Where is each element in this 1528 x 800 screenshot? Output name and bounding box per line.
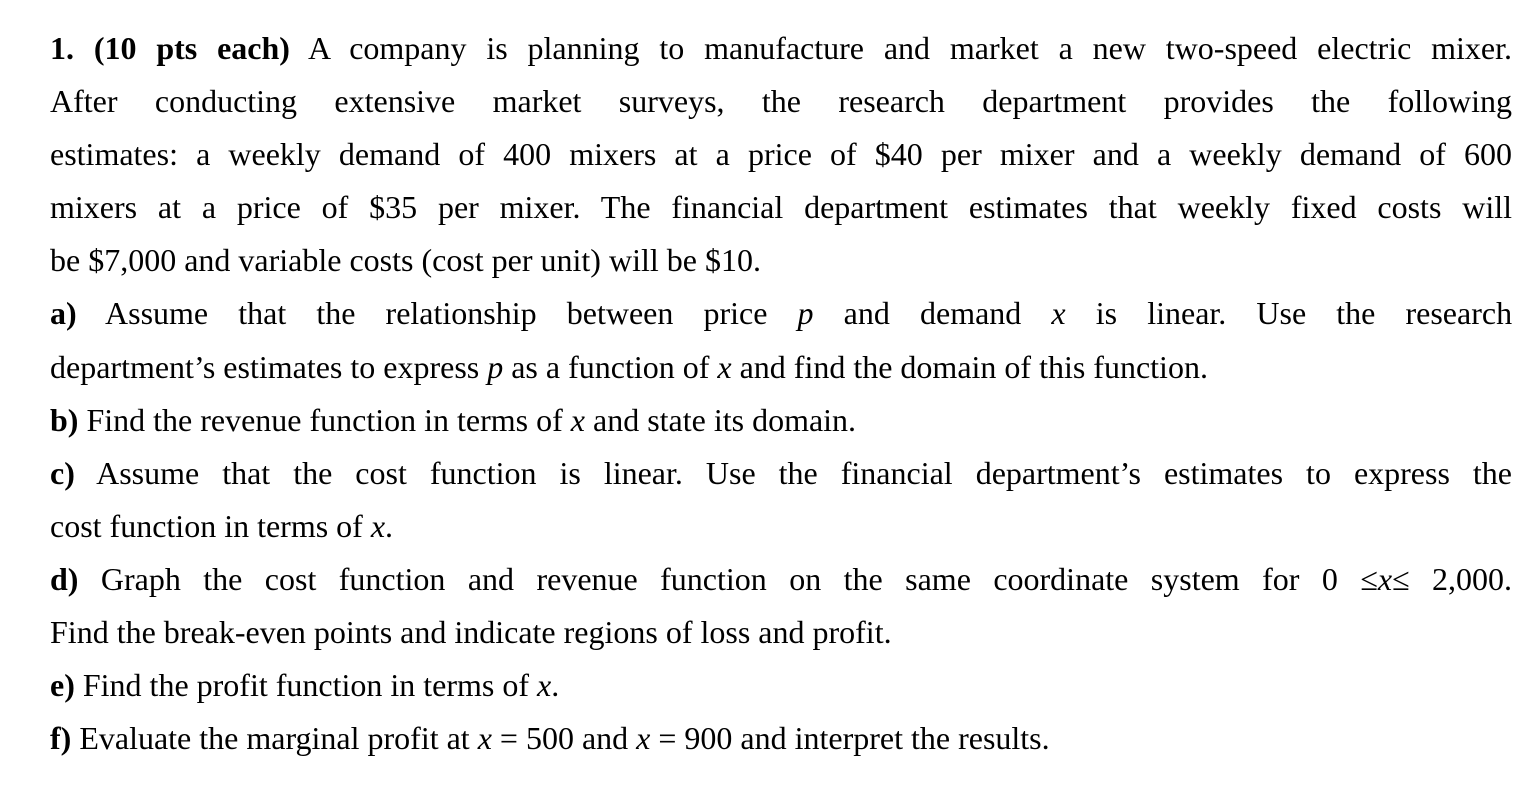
- part-c-label: c): [50, 454, 75, 491]
- intro-text-3: estimates: a weekly demand of 400 mixers at a price of $40 per mixer and a weekly demand of 600: [50, 136, 1512, 173]
- intro-text-5: be $7,000 and variable costs (cost per unit) will be $10.: [50, 242, 761, 279]
- part-a-line-1: [50, 287, 1512, 340]
- part-d-line-1: [50, 553, 1512, 606]
- part-d-label: d): [50, 560, 79, 597]
- part-d-line-2: [50, 606, 1512, 659]
- part-a-var-p-2: p: [487, 348, 504, 385]
- intro-line-2: [50, 75, 1512, 128]
- intro-text-1: A company is planning to manufacture and market a new two-speed electric mixer.: [308, 30, 1513, 66]
- part-b-label: b): [50, 401, 79, 438]
- intro-text-2: After conducting extensive market surveys, the research department provides the following: [50, 83, 1512, 120]
- part-d-text-1: Graph the cost function and revenue function on the same coordinate system for 0 ≤: [100, 560, 1378, 597]
- intro-line-1: [50, 22, 1512, 75]
- part-b-text-1: Find the revenue function in terms of: [86, 401, 563, 438]
- intro-line-3: [50, 128, 1512, 181]
- part-d-var-x: x: [1377, 560, 1393, 597]
- part-a-line-2: [50, 341, 1512, 394]
- part-c-end: .: [385, 507, 394, 544]
- part-c-line-2: [50, 500, 1512, 553]
- part-d-end: ≤ 2,000.: [1392, 560, 1513, 597]
- part-f-label: f): [50, 720, 72, 757]
- part-d-text-2: Find the break-even points and indicate regions of loss and profit.: [50, 614, 892, 651]
- part-c-line-1: [50, 447, 1512, 500]
- part-e-text: Find the profit function in terms of: [82, 667, 530, 704]
- part-e-line: [50, 659, 1512, 712]
- part-f-text-1: Evaluate the marginal profit at: [79, 720, 470, 757]
- part-a-text-2: and demand: [843, 295, 1022, 332]
- part-a-text-6: and find the domain of this function.: [739, 348, 1208, 385]
- part-a-var-p: p: [797, 295, 814, 332]
- part-f-line: [50, 712, 1512, 765]
- part-e-label: e): [50, 667, 75, 704]
- part-a-text-5: as a function of: [511, 348, 710, 385]
- intro-line-4: [50, 181, 1512, 234]
- part-e-end: .: [551, 667, 560, 704]
- part-f-text-2: = 500 and: [499, 720, 629, 757]
- part-e-var-x: x: [537, 667, 552, 704]
- problem-number: 1.: [50, 30, 74, 66]
- part-b-text-2: and state its domain.: [592, 401, 857, 438]
- part-a-text-4: department’s estimates to express: [50, 348, 480, 385]
- part-b-var-x: x: [570, 401, 585, 438]
- intro-text-4: mixers at a price of $35 per mixer. The financial department estimates that weekly fixed costs will: [50, 189, 1512, 226]
- part-b-line: [50, 394, 1512, 447]
- part-f-text-3: = 900 and interpret the results.: [658, 720, 1050, 757]
- part-f-var-x-1: x: [477, 720, 492, 757]
- part-a-var-x: x: [1051, 295, 1066, 332]
- part-a-label: a): [50, 295, 77, 332]
- part-c-text-1: Assume that the cost function is linear. Use the financial department’s estimates to express the: [96, 454, 1512, 491]
- part-a-text-1: Assume that the relationship between price: [105, 295, 768, 332]
- intro-line-5: [50, 234, 1512, 287]
- part-c-text-2: cost function in terms of: [50, 507, 363, 544]
- problem-document: [50, 22, 1512, 765]
- problem-points: (10 pts each): [93, 30, 290, 66]
- part-a-var-x-2: x: [717, 348, 732, 385]
- part-c-var-x: x: [370, 507, 386, 544]
- part-f-var-x-2: x: [636, 720, 651, 757]
- part-a-text-3: is linear. Use the research: [1095, 295, 1513, 332]
